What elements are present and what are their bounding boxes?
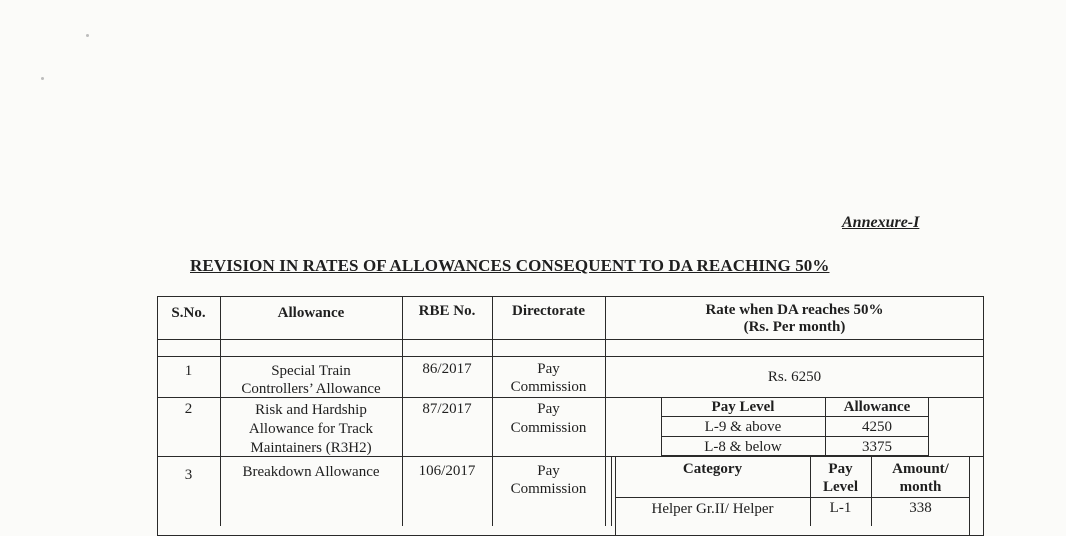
row1-allowance-line2: Controllers’ Allowance bbox=[241, 381, 381, 397]
row3-subtable-header-month: month bbox=[899, 479, 942, 495]
row3-subtable-level-1: L-1 bbox=[829, 500, 852, 516]
subtable-row-divider bbox=[661, 436, 929, 437]
row1-directorate-line1: Pay bbox=[537, 361, 560, 377]
subtable-double-rule bbox=[611, 456, 612, 526]
row3-subtable-header-pay: Pay bbox=[828, 461, 853, 477]
annexure-label: Annexure-I bbox=[842, 214, 920, 231]
row2-subtable-level-1: L-9 & above bbox=[704, 419, 782, 435]
row3-sno: 3 bbox=[184, 467, 193, 483]
row3-allowance: Breakdown Allowance bbox=[242, 464, 380, 480]
row3-subtable-category-1: Helper Gr.II/ Helper bbox=[651, 501, 774, 517]
row1-directorate-line2: Commission bbox=[510, 379, 587, 395]
row3-subtable-header-category: Category bbox=[682, 461, 743, 477]
row2-subtable-header-paylevel: Pay Level bbox=[711, 399, 775, 415]
document-title: REVISION IN RATES OF ALLOWANCES CONSEQUENT TO DA REACHING 50% bbox=[190, 256, 830, 275]
row2-directorate-line1: Pay bbox=[537, 401, 560, 417]
header-rate-line1: Rate when DA reaches 50% bbox=[705, 302, 884, 318]
row1-allowance-line1: Special Train bbox=[271, 363, 351, 379]
row2-directorate-line2: Commission bbox=[510, 420, 587, 436]
header-rate-line2: (Rs. Per month) bbox=[743, 319, 846, 335]
row1-rate: Rs. 6250 bbox=[767, 369, 822, 385]
row3-subtable-header-amount: Amount/ bbox=[892, 461, 949, 477]
row3-directorate-line1: Pay bbox=[537, 463, 560, 479]
paper-speck bbox=[86, 34, 89, 37]
row2-subtable-level-2: L-8 & below bbox=[704, 439, 782, 455]
row2-allowance-line1: Risk and Hardship bbox=[255, 402, 367, 418]
row2-subtable-header-allowance: Allowance bbox=[843, 399, 911, 415]
table-row-divider bbox=[157, 356, 984, 357]
row1-sno: 1 bbox=[184, 363, 193, 379]
row2-subtable-amount-1: 4250 bbox=[862, 419, 892, 435]
row3-rbe: 106/2017 bbox=[418, 463, 476, 479]
row2-allowance-line2: Allowance for Track bbox=[248, 421, 374, 437]
header-sno: S.No. bbox=[171, 305, 206, 321]
row1-rbe: 86/2017 bbox=[422, 361, 472, 377]
table-row-divider bbox=[157, 339, 984, 340]
row2-subtable-amount-2: 3375 bbox=[862, 439, 892, 455]
paper-speck bbox=[41, 77, 44, 80]
row2-sno: 2 bbox=[184, 401, 193, 417]
row3-directorate-line2: Commission bbox=[510, 481, 587, 497]
header-allowance: Allowance bbox=[277, 305, 345, 321]
row3-subtable-header-level: Level bbox=[823, 479, 858, 495]
subtable-row-divider bbox=[615, 497, 970, 498]
subtable-row-divider bbox=[661, 416, 929, 417]
header-rbe: RBE No. bbox=[418, 303, 476, 319]
row2-rbe: 87/2017 bbox=[422, 401, 472, 417]
row2-allowance-line3: Maintainers (R3H2) bbox=[250, 440, 372, 456]
row3-subtable-amount-1: 338 bbox=[909, 500, 932, 516]
header-directorate: Directorate bbox=[511, 303, 585, 319]
